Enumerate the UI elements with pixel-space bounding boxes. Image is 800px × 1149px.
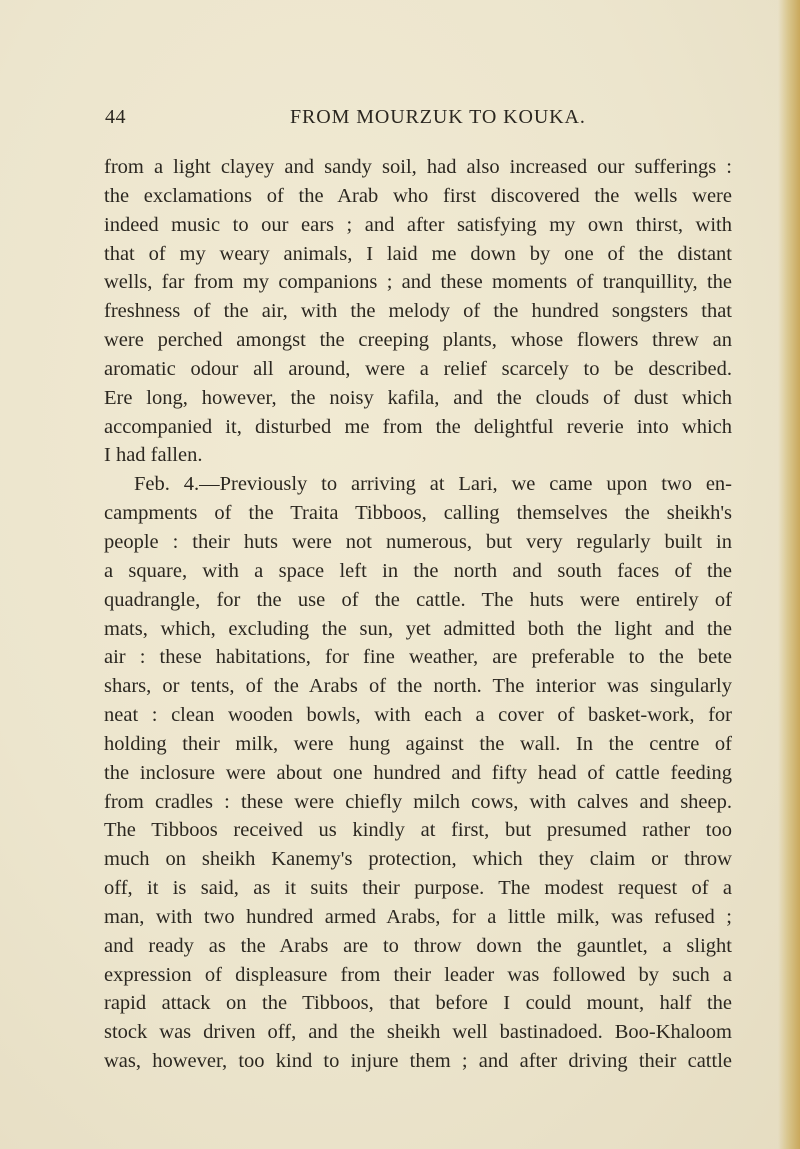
text-line: holding their milk, were hung against the wall. In the centre of: [104, 732, 732, 755]
text-line: was, however, too kind to injure them ; and after driving their cattle: [104, 1050, 732, 1073]
text-line: mats, which, excluding the sun, yet admitted both the light and the: [104, 617, 732, 640]
text-line: neat : clean wooden bowls, with each a cover of basket-work, for: [104, 704, 732, 727]
text-line: accompanied it, disturbed me from the delightful reverie into which: [104, 415, 732, 438]
text-line: a square, with a space left in the north and south faces of the: [104, 559, 732, 582]
text-line: man, with two hundred armed Arabs, for a little milk, was refused ;: [104, 905, 732, 928]
text-line: stock was driven off, and the sheikh well bastinadoed. Boo-Khaloom: [104, 1021, 732, 1044]
page-edge-shadow: [778, 0, 800, 1149]
text-line: aromatic odour all around, were a relief scarcely to be described.: [104, 357, 732, 380]
text-line: Ere long, however, the noisy kafila, and the clouds of dust which: [104, 386, 732, 409]
text-line: the exclamations of the Arab who first discovered the wells were: [104, 184, 732, 207]
text-line: The Tibboos received us kindly at first, but presumed rather too: [104, 819, 732, 842]
text-line: expression of displeasure from their leader was followed by such a: [104, 963, 732, 986]
page-header: [105, 106, 725, 136]
text-line: freshness of the air, with the melody of the hundred songsters that: [104, 300, 732, 323]
text-line: from cradles : these were chiefly milch cows, with calves and sheep.: [104, 790, 732, 813]
text-line: quadrangle, for the use of the cattle. The huts were entirely of: [104, 588, 732, 611]
text-line: much on sheikh Kanemy's protection, which they claim or throw: [104, 848, 732, 871]
page-number: 44: [105, 106, 126, 128]
text-line: campments of the Traita Tibboos, calling themselves the sheikh's: [104, 502, 732, 525]
running-title: FROM MOURZUK TO KOUKA.: [290, 106, 586, 128]
text-line: air : these habitations, for fine weather, are preferable to the bete: [104, 646, 732, 669]
text-line: that of my weary animals, I laid me down by one of the distant: [104, 242, 732, 265]
text-line: people : their huts were not numerous, but very regularly built in: [104, 530, 732, 553]
text-line: indeed music to our ears ; and after satisfying my own thirst, with: [104, 213, 732, 236]
text-line: rapid attack on the Tibboos, that before I could mount, half the: [104, 992, 732, 1015]
body-text: [104, 153, 732, 1076]
text-line: off, it is said, as it suits their purpose. The modest request of a: [104, 877, 732, 900]
text-line: the inclosure were about one hundred and fifty head of cattle feeding: [104, 761, 732, 784]
text-line: shars, or tents, of the Arabs of the north. The interior was singularly: [104, 675, 732, 698]
paragraph-first-line: Feb. 4.—Previously to arriving at Lari, we came upon two en-: [134, 473, 732, 496]
text-line: from a light clayey and sandy soil, had also increased our sufferings :: [104, 156, 732, 178]
text-line: wells, far from my companions ; and these moments of tranquillity, the: [104, 271, 732, 294]
text-line: were perched amongst the creeping plants, whose flowers threw an: [104, 329, 732, 352]
text-line: and ready as the Arabs are to throw down the gauntlet, a slight: [104, 934, 732, 957]
paragraph-last-line: I had fallen.: [104, 444, 203, 467]
